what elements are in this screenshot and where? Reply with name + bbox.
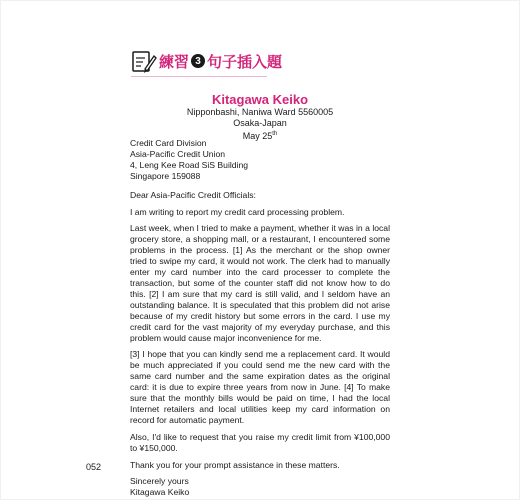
pencil-notepad-icon [131, 48, 157, 74]
letter-body [130, 138, 390, 498]
recipient-line3: 4, Leng Kee Road SiS Building [130, 159, 249, 170]
exercise-header [131, 48, 282, 74]
thanks-line: Thank you for your prompt assistance in these matters. [130, 459, 340, 470]
exercise-title [159, 51, 282, 72]
signature: Kitagawa Keiko [130, 487, 190, 498]
date-suffix: th [272, 131, 278, 137]
header-divider [131, 76, 267, 77]
body-paragraph-1: Last week, when I tried to make a payment, whether it was in a local grocery store, a shopping mall, or a restaurant, I encountered some problems in the process. [1] As the merchant or the shop owner tried to swipe my card, it would not work. The clerk had to manually enter my card number into the card processer to complete the transaction, but some of the counter staff did not know how to do this. [2] I am sure that my card is still valid, and I seldom have an outstanding balance. It is speculated that this problem did not arise because of my credit history but some errors in the card. I use my credit card for the vast majority of my everyday purchase, and this problem would cause major inconvenience for me. [130, 223, 390, 343]
sender-address-line2: Osaka-Japan [233, 118, 287, 128]
sender-name: Kitagawa Keiko [211, 92, 309, 107]
letterhead [130, 92, 390, 142]
recipient-line1: Credit Card Division [130, 138, 207, 148]
recipient-line4: Singapore 159088 [130, 170, 201, 181]
date-text: May 25 [242, 131, 273, 141]
recipient-line2: Asia-Pacific Credit Union [130, 148, 226, 159]
recipient-address [130, 138, 390, 182]
body-paragraph-2: [3] I hope that you can kindly send me a replacement card. It would be much appreciated if you could send me the new card with the same card number and the same expiration dates as the original card: it is due to expire three years from now in June. [4] To make sure that the monthly bills would be paid on time, I had the local Internet retailers and local utilities keep my card information on record for automatic payment. [130, 349, 390, 425]
exercise-number-badge: 3 [191, 54, 205, 68]
salutation: Dear Asia-Pacific Credit Officials: [130, 189, 256, 200]
page-number: 052 [86, 462, 102, 472]
sender-address-line1: Nipponbashi, Naniwa Ward 5560005 [186, 107, 334, 117]
closing: Sincerely yours [130, 476, 189, 487]
body-paragraph-3: Also, I'd like to request that you raise my credit limit from ¥100,000 to ¥150,000. [130, 431, 390, 453]
exercise-type: 句子插入題 [207, 52, 283, 71]
intro-paragraph: I am writing to report my credit card processing problem. [130, 206, 345, 217]
exercise-label: 練習 [159, 52, 190, 71]
